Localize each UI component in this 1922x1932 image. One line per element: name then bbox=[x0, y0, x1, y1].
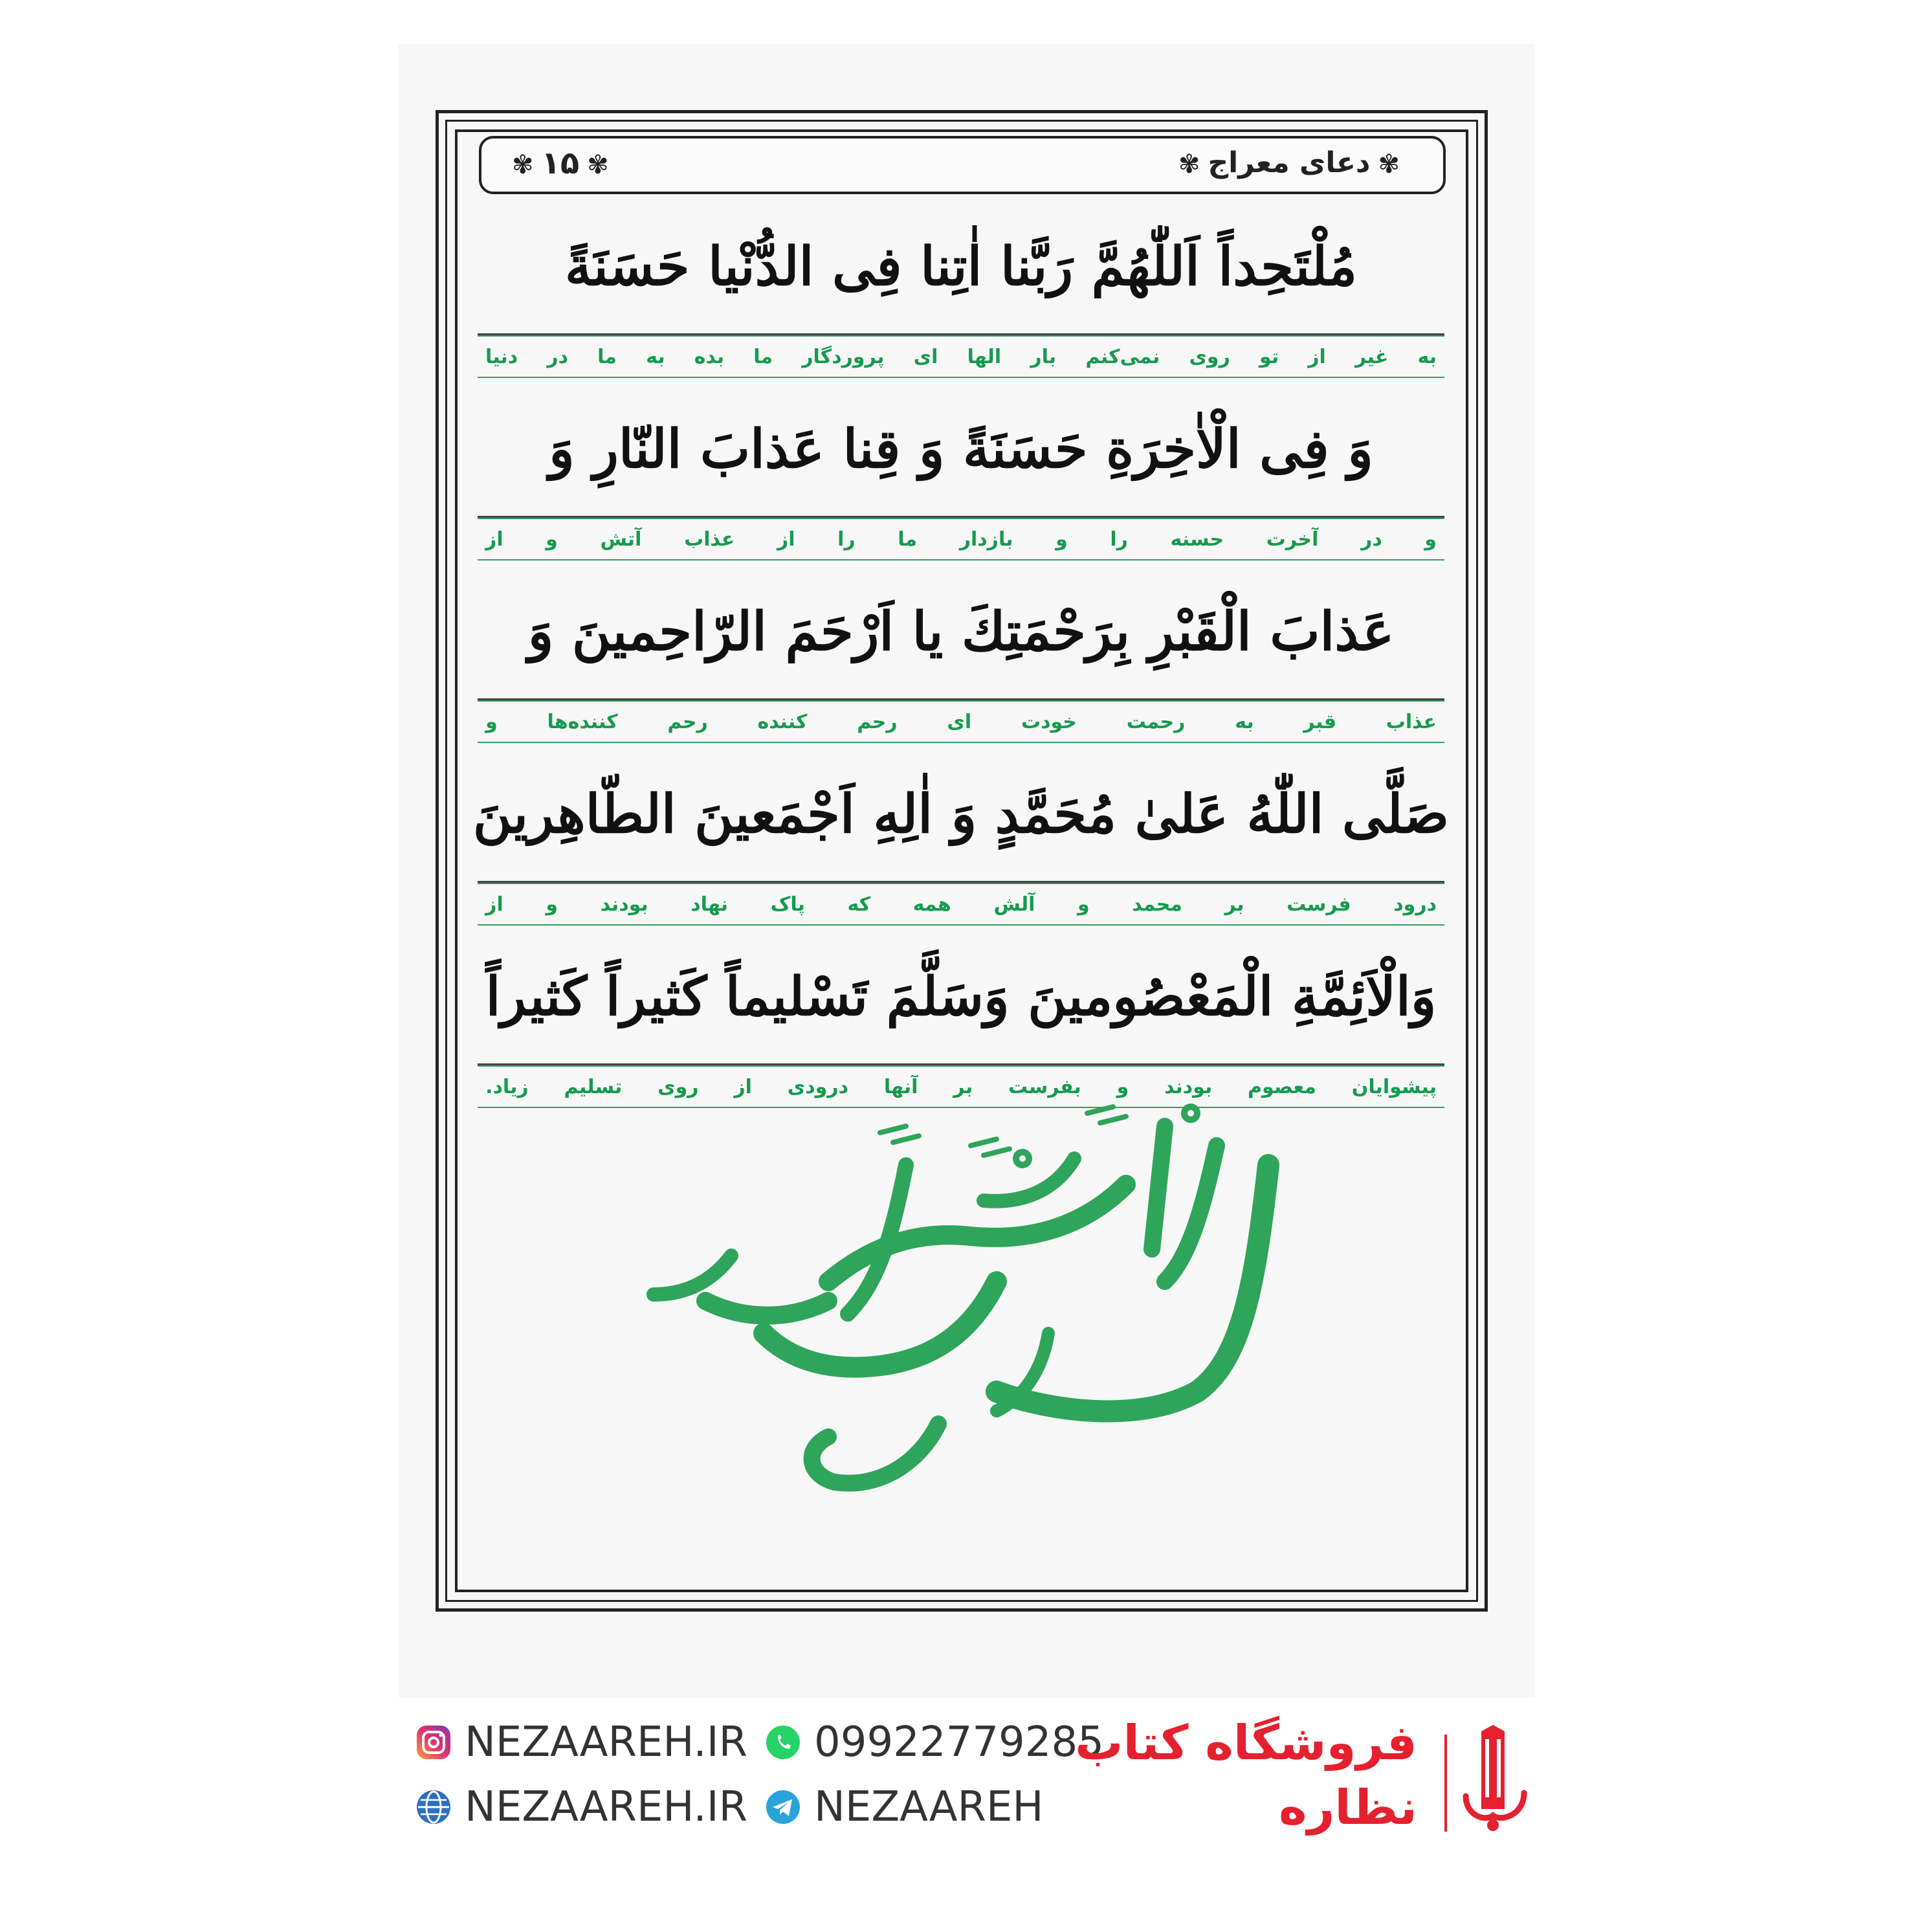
translation-word: که bbox=[847, 893, 871, 916]
translation-word: حسنه bbox=[1170, 527, 1224, 551]
nezaareh-logo[interactable] bbox=[1459, 1725, 1530, 1835]
ornament-icon: ✾ bbox=[1378, 150, 1400, 179]
telegram-contact[interactable] bbox=[764, 1783, 1044, 1831]
translation-word: آنها bbox=[883, 1075, 918, 1098]
instagram-handle: NEZAAREH.IR bbox=[465, 1718, 748, 1766]
translation-word: درودی bbox=[787, 1075, 848, 1098]
translation-line-4 bbox=[478, 883, 1444, 926]
translation-word: ای bbox=[913, 345, 938, 368]
arabic-line-5: وَالْاَئِمَّةِ الْمَعْصُومینَ وَسَلَّمَ تَسْلیماً كَثیراً كَثیراً bbox=[478, 929, 1444, 1065]
arabic-line-4: صَلَّی اللّٰهُ عَلیٰ مُحَمَّدٍ وَ اٰلِهِ اَجْمَعینَ الطّاهِرینَ bbox=[478, 747, 1444, 883]
translation-word: روی bbox=[1189, 345, 1230, 368]
whatsapp-contact[interactable] bbox=[764, 1718, 1104, 1766]
translation-word: را bbox=[1110, 527, 1128, 551]
translation-word: رحم bbox=[667, 710, 708, 733]
translation-word: بازدار bbox=[959, 527, 1013, 551]
brand-divider bbox=[1444, 1735, 1447, 1832]
translation-word: از bbox=[1308, 345, 1326, 368]
page-title-group bbox=[1171, 146, 1408, 179]
translation-word: ما bbox=[597, 345, 617, 368]
page-title: دعای معراج bbox=[1208, 146, 1371, 179]
translation-word: عذاب bbox=[684, 527, 735, 551]
translation-word: درود bbox=[1393, 893, 1437, 916]
translation-word: از bbox=[777, 527, 795, 551]
translation-word: از bbox=[485, 527, 503, 551]
translation-word: زیاد. bbox=[485, 1075, 529, 1098]
translation-word: رحم bbox=[857, 710, 898, 733]
translation-word: رحمت bbox=[1126, 710, 1186, 733]
translation-word: همه bbox=[912, 893, 951, 916]
translation-word: روی bbox=[657, 1075, 699, 1098]
translation-word: بر bbox=[1224, 893, 1244, 916]
arabic-line-1: مُلْتَحِداً اَللّٰهُمَّ رَبَّنا اٰتِنا فِی الدُّنْیا حَسَنَةً bbox=[478, 199, 1444, 335]
translation-word: ما bbox=[753, 345, 773, 368]
ornament-icon: ✾ bbox=[1178, 150, 1200, 179]
salawat-calligraphy bbox=[634, 1087, 1333, 1540]
ornament-icon: ✾ bbox=[512, 150, 534, 180]
translation-word: غیر bbox=[1354, 345, 1389, 368]
translation-word: خودت bbox=[1021, 710, 1077, 733]
translation-word: در bbox=[547, 345, 568, 368]
arabic-line-2: وَ فِی الْاٰخِرَةِ حَسَنَةً وَ قِنا عَذابَ النّارِ وَ bbox=[478, 382, 1444, 518]
translation-word: از bbox=[485, 893, 503, 916]
translation-word: بر bbox=[953, 1075, 973, 1098]
translation-word: پروردگار bbox=[802, 345, 885, 368]
page-header bbox=[479, 136, 1446, 194]
translation-word: بودند bbox=[1164, 1075, 1213, 1098]
translation-word: آلش bbox=[993, 893, 1035, 916]
translation-word: بودند bbox=[600, 893, 648, 916]
translation-word: آخرت bbox=[1266, 527, 1319, 551]
translation-word: و bbox=[546, 527, 558, 551]
translation-word: به bbox=[1417, 345, 1437, 368]
website-url: NEZAAREH.IR bbox=[465, 1783, 748, 1831]
arabic-line-3: عَذابَ الْقَبْرِ بِرَحْمَتِكَ یا اَرْحَمَ الرّاحِمینَ وَ bbox=[478, 564, 1444, 700]
page-number-group bbox=[504, 145, 617, 181]
translation-line-2 bbox=[478, 518, 1444, 561]
translation-word: فرست bbox=[1287, 893, 1351, 916]
translation-line-3 bbox=[478, 700, 1444, 743]
translation-word: آتش bbox=[600, 527, 642, 551]
translation-word: پاک bbox=[770, 893, 805, 916]
translation-word: معصوم bbox=[1248, 1075, 1316, 1098]
translation-word: بار bbox=[1030, 345, 1057, 368]
translation-word: عذاب bbox=[1386, 710, 1437, 733]
translation-word: را bbox=[837, 527, 856, 551]
translation-word: قبر bbox=[1303, 710, 1336, 733]
translation-word: کننده‌ها bbox=[547, 710, 618, 733]
translation-word: محمد bbox=[1132, 893, 1182, 916]
translation-word: و bbox=[546, 893, 558, 916]
translation-word: ای bbox=[947, 710, 972, 733]
globe-icon bbox=[414, 1788, 453, 1827]
whatsapp-number: 09922779285 bbox=[814, 1718, 1104, 1766]
translation-word: تو bbox=[1259, 345, 1279, 368]
ornament-icon: ✾ bbox=[587, 150, 609, 180]
whatsapp-icon bbox=[764, 1723, 802, 1762]
translation-word: بده bbox=[694, 345, 725, 368]
translation-word: تسلیم bbox=[564, 1075, 623, 1098]
telegram-icon bbox=[764, 1788, 802, 1827]
prayer-text bbox=[472, 199, 1450, 1112]
translation-word: و bbox=[1077, 893, 1090, 916]
translation-word: از bbox=[734, 1075, 752, 1098]
translation-word: در bbox=[1361, 527, 1382, 551]
translation-word: و bbox=[1424, 527, 1437, 551]
brand-line-1: فروشگاه کتاب bbox=[1075, 1715, 1417, 1771]
website-contact[interactable] bbox=[414, 1783, 747, 1831]
translation-word: و bbox=[485, 710, 498, 733]
translation-word: به bbox=[646, 345, 665, 368]
telegram-handle: NEZAAREH bbox=[814, 1783, 1044, 1831]
page-number: ۱۵ bbox=[541, 145, 580, 181]
translation-word: پیشوایان bbox=[1351, 1075, 1437, 1098]
translation-word: دنیا bbox=[485, 345, 518, 368]
translation-word: بفرست bbox=[1008, 1075, 1081, 1098]
translation-word: الها bbox=[967, 345, 1002, 368]
translation-word: و bbox=[1055, 527, 1068, 551]
translation-word: به bbox=[1235, 710, 1254, 733]
instagram-icon bbox=[414, 1723, 453, 1762]
brand-line-2: نظاره bbox=[1279, 1780, 1417, 1836]
translation-word: و bbox=[1116, 1075, 1129, 1098]
translation-word: نمی‌کنم bbox=[1085, 345, 1160, 368]
translation-line-1 bbox=[478, 335, 1444, 378]
translation-word: نهاد bbox=[690, 893, 729, 916]
translation-word: کننده bbox=[757, 710, 808, 733]
translation-word: ما bbox=[898, 527, 918, 551]
instagram-contact[interactable] bbox=[414, 1718, 747, 1766]
